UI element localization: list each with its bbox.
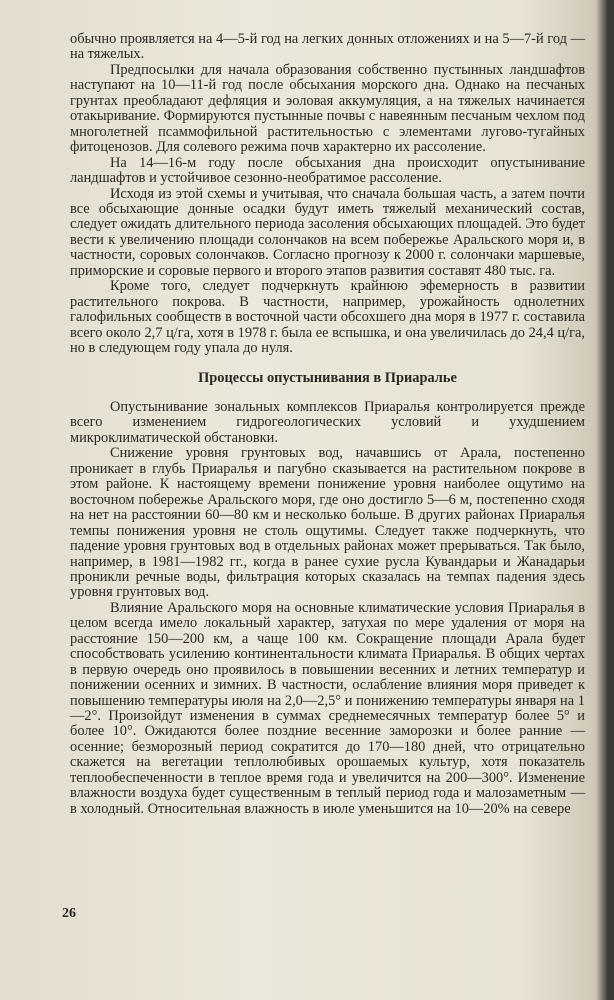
paragraph-continuation: обычно проявляется на 4—5-й год на легких донных отложениях и на 5—7-й год — на тяжелых. [70, 31, 585, 63]
page-number: 26 [62, 906, 76, 921]
paragraph: Исходя из этой схемы и учитывая, что сначала большая часть, а затем почти все обсыхающие донные осадки будут иметь тяжелый механический состав, следует ожидать длительного периода засоления обсыхающих площадей. Это будет вести к увеличению площади солончаков на всем побережье Аральского моря и, в частности, соровых солончаков. Согласно прогнозу к 2000 г. солончаки маршевые, приморские и соровые первого и второго этапов развития составят 480 тыс. га. [70, 185, 585, 279]
paragraph: Предпосылки для начала образования собственно пустынных ландшафтов наступают на 10—11-й год после обсыхания морского дна. Однако на песчаных грунтах преобладают дефляция и эоловая аккумуляция, а на тяжелых начинается отакыривание. Формируются пустынные почвы с навеянным песчаным чехлом под многолетней псаммофильной растительностью с элементами лугово-тугайных фитоценозов. Для солевого режима почв характерно их рассоление. [70, 61, 585, 156]
paragraph: Опустынивание зональных комплексов Приаралья контролируется прежде всего изменением гидрогеологических условий и ухудшением микроклиматической обстановки. [70, 398, 585, 446]
paragraph: Кроме того, следует подчеркнуть крайнюю эфемерность в развитии растительного покрова. В частности, например, урожайность однолетних галофильных сообществ в восточной части обсохшего дна моря в 1977 г. составила всего около 2,7 ц/га, хотя в 1978 г. была ее вспышка, и она увеличилась до 24,4 ц/га, но в следующем году упала до нуля. [70, 278, 585, 357]
paragraph: На 14—16-м году после обсыхания дна происходит опустынивание ландшафтов и устойчивое сезонно-необратимое рассоление. [70, 154, 585, 187]
section-title: Процессы опустынивания в Приаралье [198, 369, 457, 386]
page-text [70, 32, 585, 817]
paragraph: Влияние Аральского моря на основные климатические условия Приаралья в целом всегда имело локальный характер, затухая по мере удаления от моря на расстояние 150—200 км, а чаще 100 км. Сокращение площади Арала будет способствовать усилению континентальности климата Приаралья. В общих чертах в первую очередь оно проявилось в повышении весенних и летних температур и понижении осенних и зимних. В частности, ослабление влияния моря приведет к повышению температуры июля на 2,0—2,5° и понижению температуры января на 1—2°. Произойдут изменения в суммах среднемесячных температур более 5° и более 10°. Ожидаются более поздние весенние заморозки и более ранние — осенние; безморозный период сократится до 170—180 дней, что отрицательно скажется на вегетации теплолюбивых орошаемых культур, хотя показатель теплообеспеченности в теплое время года и увеличится на 200—300°. Изменение влажности воздуха будет существенным в теплый период года и малозаметным — в холодный. Относительная влажность в июле уменьшится на 10—20% на севере [70, 599, 585, 817]
paragraph: Снижение уровня грунтовых вод, начавшись от Арала, постепенно проникает в глубь Приаралья и пагубно сказывается на растительном покрове в этом районе. К настоящему времени понижение уровня наиболее ощутимо на восточном побережье Аральского моря, где оно достигло 5—6 м, постепенно сходя на нет на расстоянии 60—80 км и несколько больше. В других районах Приаралья темпы понижения уровня не столь ощутимы. Следует также подчеркнуть, что падение уровня грунтовых вод в отдельных районах может прерываться. Так было, например, в 1981—1982 гг., когда в ранее сухие русла Кувандарьи и Жанадарьи проникли речные воды, фильтрация которых сказалась на темпах падения здесь уровня грунтовых вод. [70, 445, 585, 601]
